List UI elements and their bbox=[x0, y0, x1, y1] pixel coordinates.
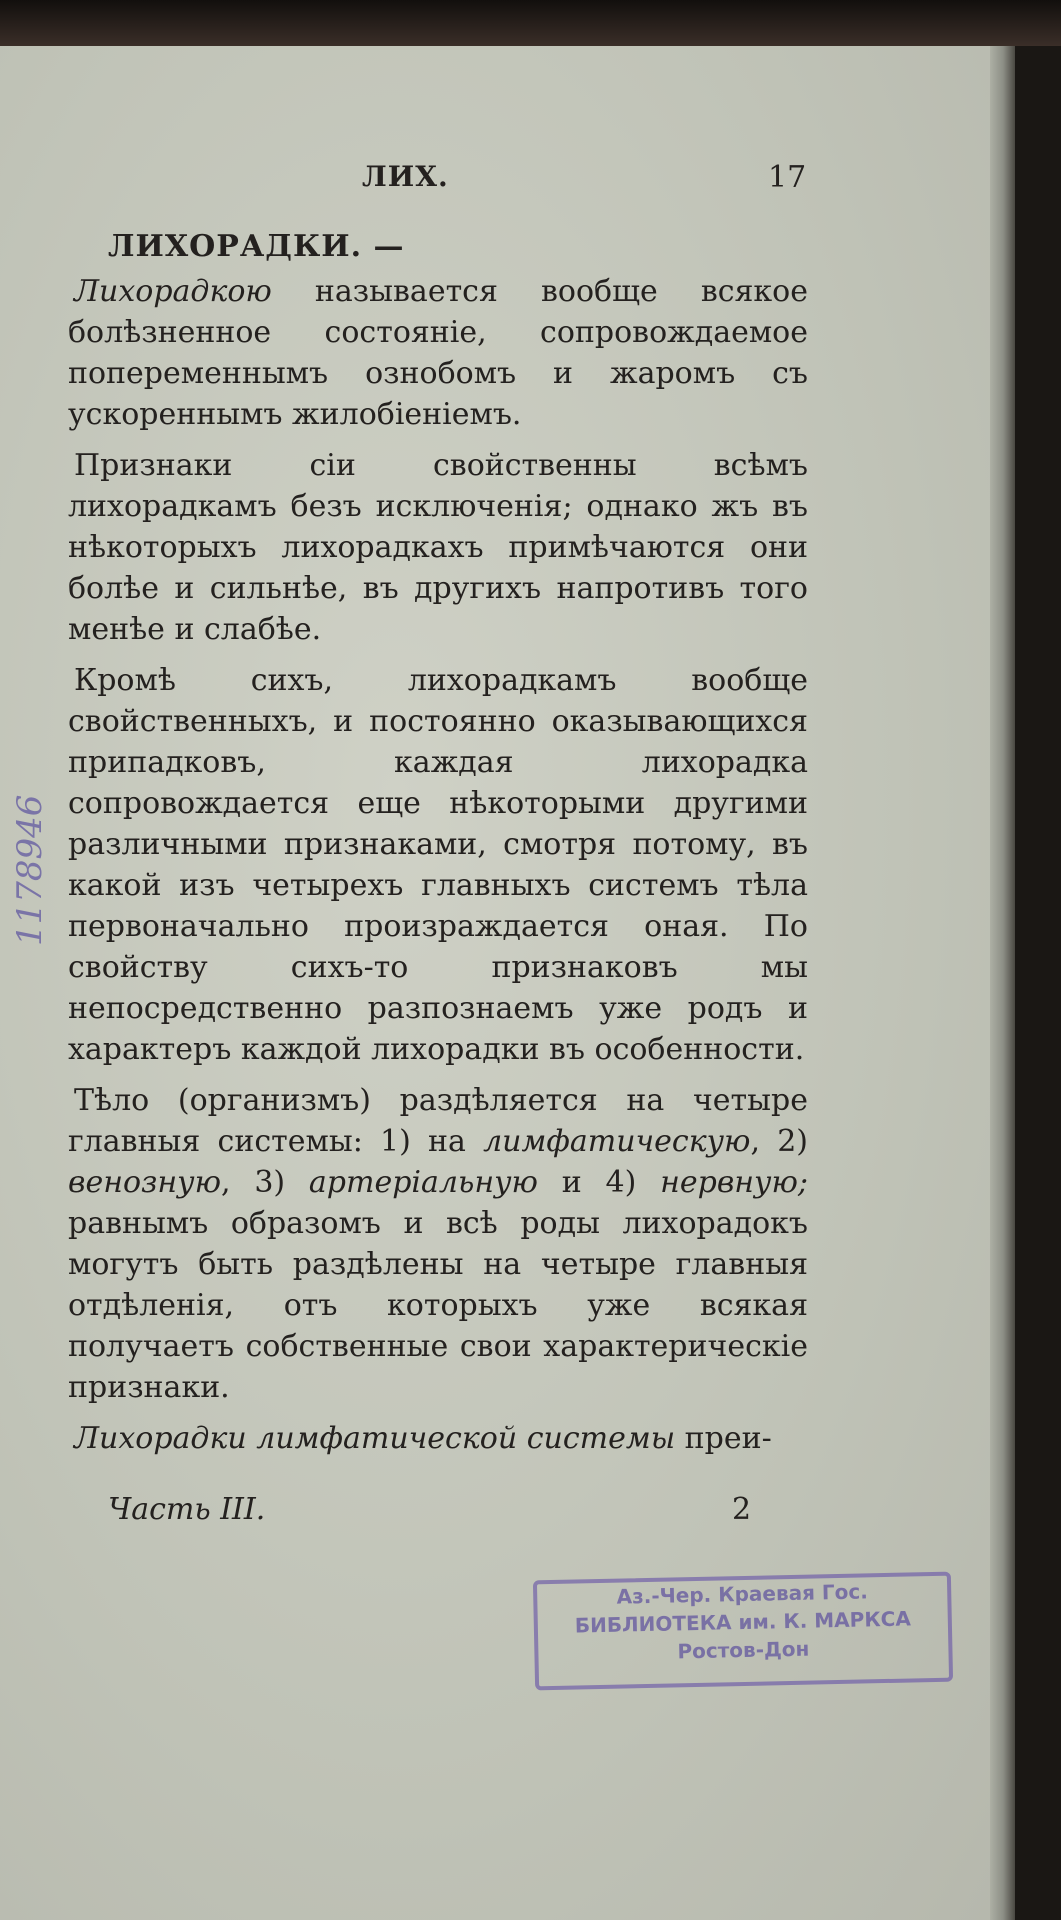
last-line-italic: Лихорадки лимфатической системы bbox=[74, 1421, 676, 1456]
paragraph-text: называется вообще всякое болѣзненное состояніе, сопровождаемое попеременнымъ ознобомъ и жаромъ съ ускореннымъ жилобіеніемъ. bbox=[68, 274, 808, 432]
page-footer bbox=[108, 1492, 808, 1527]
stamp-line-1: Аз.-Чер. Краевая Гос. bbox=[616, 1579, 869, 1609]
page-number: 17 bbox=[768, 160, 807, 195]
paragraph-systems bbox=[68, 1080, 808, 1408]
signature-mark: Часть III. bbox=[108, 1492, 266, 1527]
system-arterial: артеріальную bbox=[308, 1165, 538, 1200]
margin-inventory-number: 1178946 bbox=[10, 794, 50, 946]
paragraph-signs: Признаки сіи свойственны всѣмъ лихорадкамъ безъ исключенія; однако жъ въ нѣкоторыхъ лихорадкахъ примѣчаются они болѣе и сильнѣе, въ другихъ напротивъ того менѣе и слабѣе. bbox=[68, 448, 808, 647]
stamp-line-3: Ростов-Дон bbox=[677, 1636, 810, 1664]
paragraph-lead-italic: Лихорадкою bbox=[74, 274, 272, 309]
systems-text-4: и 4) bbox=[537, 1165, 661, 1200]
systems-text-5: равнымъ образомъ и всѣ роды лихорадокъ могутъ быть раздѣлены на четыре главныя отдѣленія, отъ которыхъ уже всякая получаетъ собственные свои характерическіе признаки. bbox=[68, 1206, 808, 1405]
system-venous: венозную bbox=[68, 1165, 221, 1200]
page-header bbox=[0, 160, 990, 210]
systems-text-3: , 3) bbox=[220, 1165, 309, 1200]
book-spine-top bbox=[0, 0, 1061, 46]
section-title: ЛИХОРАДКИ. — bbox=[108, 229, 405, 264]
system-nervous: нервную; bbox=[660, 1165, 808, 1200]
body-text bbox=[68, 226, 808, 1469]
system-lymphatic: лимфатическую bbox=[483, 1124, 751, 1159]
systems-text-2: , 2) bbox=[750, 1124, 808, 1159]
systems-text-1: Тѣло (организмъ) раздѣляется на четыре главныя системы: 1) на bbox=[68, 1083, 808, 1159]
running-head: ЛИХ. bbox=[362, 160, 449, 193]
last-line-text: преи- bbox=[675, 1421, 772, 1456]
paragraph-last-line bbox=[68, 1418, 808, 1459]
library-stamp bbox=[533, 1572, 953, 1691]
stamp-line-2: БИБЛИОТЕКА им. К. МАРКСА bbox=[574, 1606, 912, 1638]
paragraph-definition bbox=[68, 271, 808, 435]
paragraph-symptoms: Кромѣ сихъ, лихорадкамъ вообще свойственныхъ, и постоянно оказывающихся припадковъ, каждая лихорадка сопровождается еще нѣкоторыми другими различными признаками, смотря потому, въ какой изъ четырехъ главныхъ системъ тѣла первоначально произраждается оная. По свойству сихъ-то признаковъ мы непосредственно разпознаемъ уже родъ и характеръ каждой лихорадки въ особенности. bbox=[68, 663, 808, 1067]
sheet-number: 2 bbox=[732, 1492, 752, 1527]
